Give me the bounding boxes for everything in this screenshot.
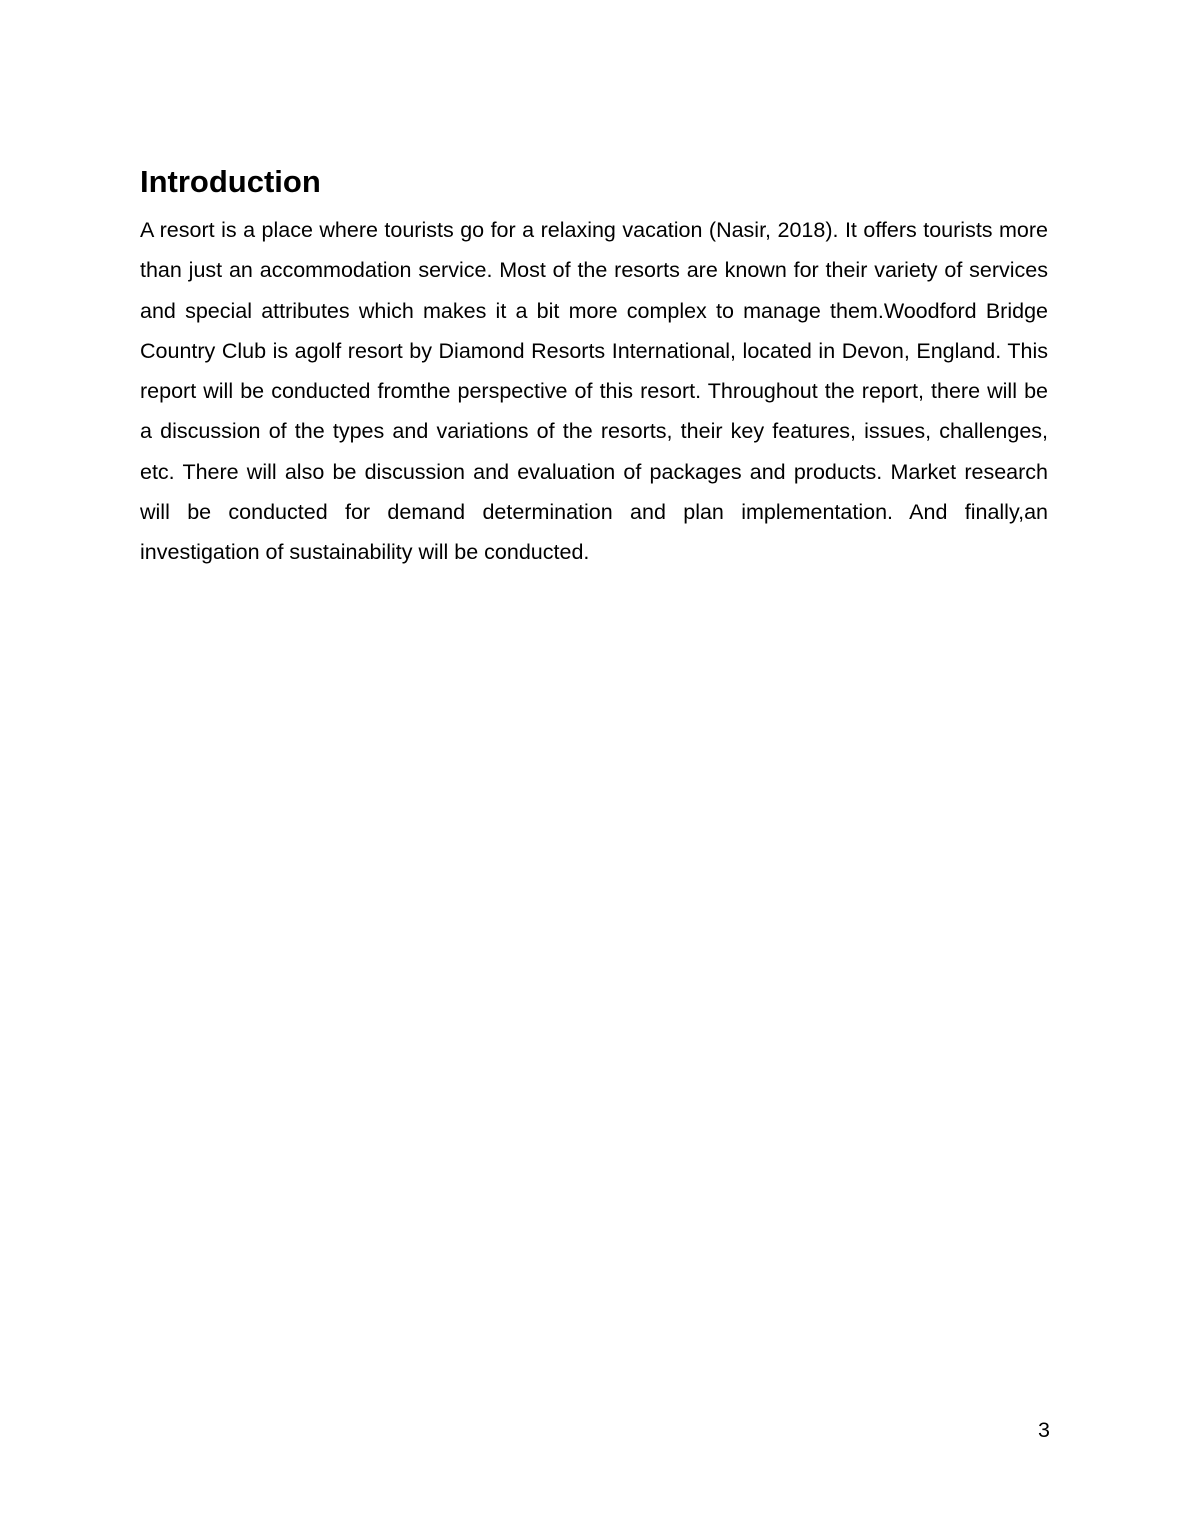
introduction-paragraph: A resort is a place where tourists go for a relaxing vacation (Nasir, 2018). It offers tourists more than just an accommodation service. Most of the resorts are known for their variety of services and special attributes which makes it a bit more complex to manage them.Woodford Bridge Country Club is agolf resort by Diamond Resorts International, located in Devon, England. This report will be conducted fromthe perspective of this resort. Throughout the report, there will be a discussion of the types and variations of the resorts, their key features, issues, challenges, etc. There will also be discussion and evaluation of packages and products. Market research will be conducted for demand determination and plan implementation. And finally,an investigation of sustainability will be conducted.: [140, 218, 1048, 565]
page-number: 3: [1038, 1418, 1050, 1442]
section-heading: Introduction: [140, 164, 321, 199]
